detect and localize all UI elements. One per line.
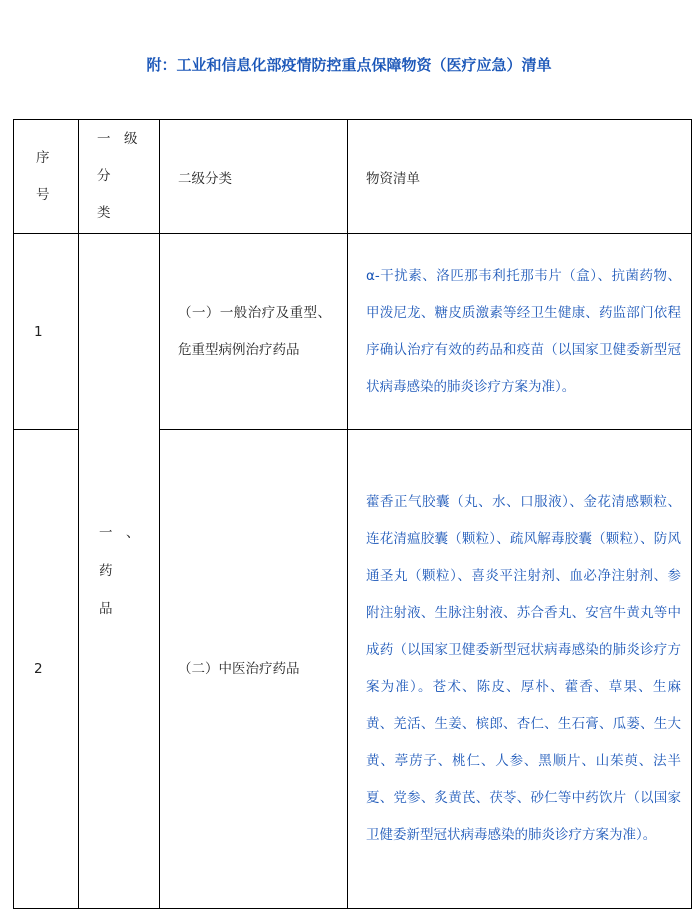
- row-serial-no: 1: [14, 234, 79, 430]
- document-title: 附：工业和信息化部疫情防控重点保障物资（医疗应急）清单: [146, 56, 552, 74]
- table-row: [14, 234, 692, 430]
- table-header-row: [14, 120, 692, 234]
- category-2-cell: （一）一般治疗及重型、危重型病例治疗药品: [160, 234, 348, 430]
- supply-table: [13, 119, 692, 909]
- header-category-1: 一 级 分 类: [79, 120, 160, 234]
- supply-list-cell: 藿香正气胶囊（丸、水、口服液）、金花清感颗粒、连花清瘟胶囊（颗粒）、疏风解毒胶囊（颗粒）、防风通圣丸（颗粒）、喜炎平注射剂、血必净注射剂、参附注射液、生脉注射液、苏合香丸、安宫牛黄丸等中成药（以国家卫健委新型冠状病毒感染的肺炎诊疗方案为准）。苍术、陈皮、厚朴、藿香、草果、生麻黄、羌活、生姜、槟郎、杏仁、生石膏、瓜蒌、生大黄、葶苈子、桃仁、人参、黑顺片、山茱萸、法半夏、党参、炙黄芪、茯苓、砂仁等中药饮片（以国家卫健委新型冠状病毒感染的肺炎诊疗方案为准）。: [348, 430, 692, 909]
- category-1-cell: 一 、 药 品: [79, 234, 160, 909]
- supply-list-cell: α-干扰素、洛匹那韦利托那韦片（盒）、抗菌药物、甲泼尼龙、糖皮质激素等经卫生健康、药监部门依程序确认治疗有效的药品和疫苗（以国家卫健委新型冠状病毒感染的肺炎诊疗方案为准）。: [348, 234, 692, 430]
- category-2-cell: （二）中医治疗药品: [160, 430, 348, 909]
- row-serial-no: 2: [14, 430, 79, 909]
- header-serial-no: 序 号: [14, 120, 79, 234]
- header-supply-list: 物资清单: [348, 120, 692, 234]
- header-category-2: 二级分类: [160, 120, 348, 234]
